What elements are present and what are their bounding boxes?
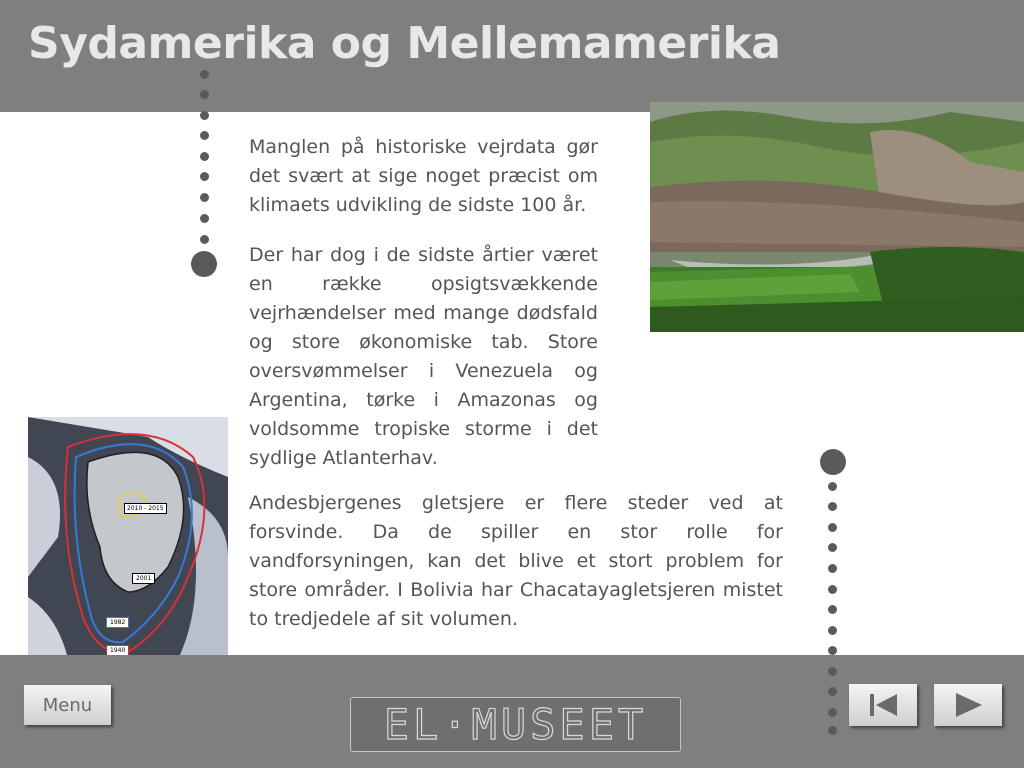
connector-dot <box>200 214 209 223</box>
landslide-photo <box>650 102 1024 332</box>
header-bar <box>0 0 1024 112</box>
connector-dot <box>191 251 217 277</box>
connector-dot <box>200 111 209 120</box>
map-label-1940: 1940 <box>106 645 129 656</box>
paragraph-climate-data: Manglen på historiske vejrdata gør det svært at sige noget præcist om klimaets udvikling de sidste 100 år. <box>249 136 598 216</box>
next-button[interactable] <box>934 684 1002 726</box>
connector-dot <box>828 564 837 573</box>
connector-dot <box>828 626 837 635</box>
logo-text: EL·MUSEET <box>383 700 648 749</box>
el-museet-logo <box>350 697 681 752</box>
connector-dot <box>200 193 209 202</box>
connector-dot <box>820 449 846 475</box>
connector-dot <box>200 172 209 181</box>
connector-dot <box>828 543 837 552</box>
paragraph-weather-events: Der har dog i de sidste årtier været en række opsigtsvækkende vejrhændelser med mange dødsfald og store økonomiske tab. Store oversvømmelser i Venezuela og Argentina, tørke i Amazonas og voldsomme tropiske storme i det sydlige Atlanterhav. <box>249 244 598 469</box>
connector-dot <box>200 131 209 140</box>
connector-dot <box>828 585 837 594</box>
connector-dot <box>200 235 209 244</box>
connector-dot <box>200 70 209 79</box>
connector-dot <box>828 482 837 491</box>
connector-dot <box>828 605 837 614</box>
previous-button[interactable] <box>849 684 917 726</box>
map-label-2010-2015: 2010 - 2015 <box>124 503 167 514</box>
connector-dot <box>200 152 209 161</box>
map-label-2001: 2001 <box>132 573 155 584</box>
map-label-1982: 1982 <box>106 617 129 628</box>
connector-dot <box>828 726 837 735</box>
connector-dot <box>828 687 837 696</box>
connector-dot <box>828 708 837 717</box>
menu-button[interactable]: Menu <box>24 685 111 725</box>
glacier-map-image <box>28 417 228 659</box>
page-title: Sydamerika og Mellemamerika <box>28 18 781 69</box>
connector-dot <box>828 667 837 676</box>
connector-dot <box>828 523 837 532</box>
connector-dot <box>828 646 837 655</box>
connector-dot <box>200 90 209 99</box>
paragraph-glaciers: Andesbjergenes gletsjere er flere steder ved at forsvinde. Da de spiller en stor rolle for vandforsyningen, kan det blive et stort problem for store områder. I Bolivia har Chacatayagletsjeren mistet to tredjedele af sit volumen. <box>249 492 783 630</box>
skip-back-icon <box>849 684 917 726</box>
connector-dot <box>828 502 837 511</box>
play-icon <box>934 684 1002 726</box>
